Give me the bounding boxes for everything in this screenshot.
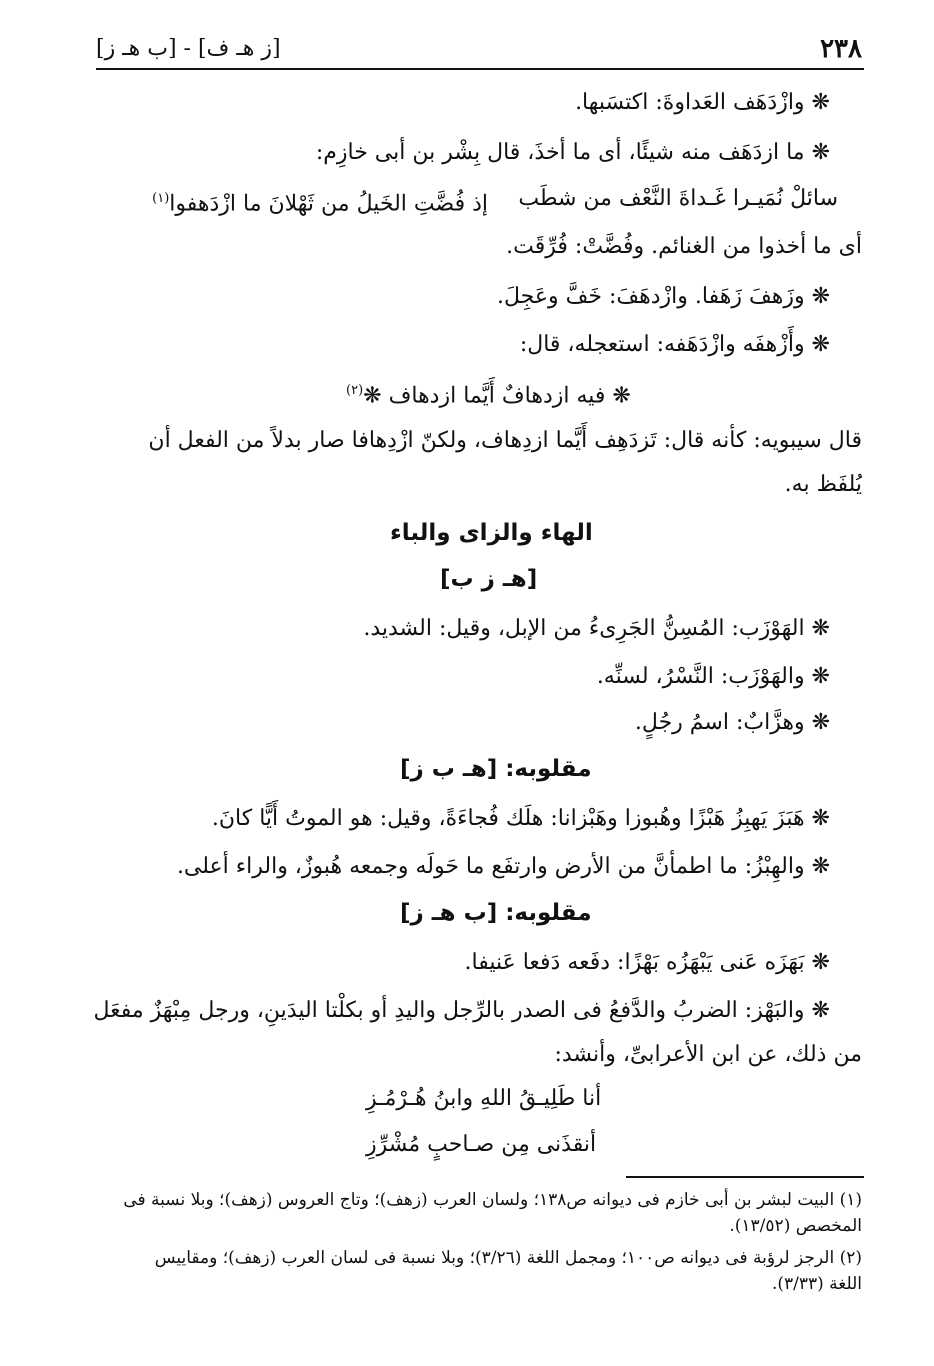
entry-line: ❋ والهِبْزُ: ما اطمأنَّ من الأرض وارتفَع ما حَولَه وجمعه هُبوزٌ، والراء أعلى. (176, 854, 830, 879)
entry-line: ❋ والهَوْزَب: النَّسْرُ، لسنِّه. (596, 664, 830, 689)
inversion-heading: مقلوبه: [هـ ب ز] (400, 756, 592, 782)
entry-line: ❋ وأَزْهفَه وازْدَهَفه: استعجله، قال: (519, 332, 830, 357)
verse-hemistich-right: سائلْ نُمَيـرا غَـداةَ النَّعْف من شطَب (518, 186, 838, 211)
section-title: الهاء والزاى والباء (390, 520, 593, 546)
footnote-line: المخصص (١٣/٥٢). (729, 1216, 862, 1236)
rajaz-line: أنا طَلِيـقُ اللهِ وابنُ هُـرْمُـزِ (366, 1086, 602, 1111)
footnote-line: (٢) الرجز لرؤبة فى ديوانه ص١٠٠؛ ومجمل اللغة (٣/٢٦)؛ وبلا نسبة فى لسان العرب (زهف)؛ ومقاييس (154, 1248, 862, 1268)
running-title: [ز هـ ف] - [ب هـ ز] (96, 36, 281, 61)
entry-line: أى ما أخذوا من الغنائم. وفُضَّتْ: فُرِّقَت. (506, 234, 862, 259)
header-rule (96, 68, 864, 70)
inversion-heading: مقلوبه: [ب هـ ز] (400, 900, 592, 926)
entry-line: ❋ وازْدَهَف العَداوةَ: اكتسَبها. (575, 90, 830, 115)
footnote-rule (626, 1176, 864, 1178)
footnote-ref: (٢) (346, 383, 364, 398)
entry-line: ❋ والبَهْز: الضربُ والدَّفعُ فى الصدر بالرِّجل واليدِ أو بكلْتا اليدَينِ، ورجل مِبْهَزٌ مفعَل (93, 998, 830, 1023)
page-number: ٢٣٨ (820, 34, 862, 64)
root-heading: [هـ ز ب] (440, 566, 538, 592)
footnote-line: اللغة (٣/٣٣). (771, 1274, 862, 1294)
footnote-ref: (١) (152, 191, 170, 206)
entry-line: ❋ هَبَزَ يَهبِزُ هَبْزًا وهُبوزا وهَبْزانا: هلَك فُجاءَةً، وقيل: هو الموتُ أَيًّا كانَ. (211, 806, 830, 831)
entry-line: ❋ ما ازدَهَف منه شيئًا، أى ما أخذَ، قال بِشْر بن أبى خازِم: (315, 140, 830, 165)
entry-line: قال سيبويه: كأنه قال: تَزدَهِف أَيَّما ازدِهاف، ولكنّ ازْدِهافا صار بدلاً من الفعل أن (148, 428, 862, 453)
verse-text: ❋ فيه ازدهافٌ أَيَّما ازدهاف ❋ (363, 383, 631, 409)
entry-line: يُلفَظ به. (784, 472, 862, 497)
entry-line: من ذلك، عن ابن الأعرابىِّ، وأنشد: (554, 1042, 862, 1067)
rajaz-line (346, 376, 631, 411)
verse-text: إذ فُضَّتِ الخَيلُ من ثَهْلانَ ما ازْدَهفوا (169, 191, 488, 217)
rajaz-line: أنقذَنى مِن صـاحبٍ مُشْرِّزِ (366, 1132, 597, 1157)
entry-line: ❋ الهَوْزَب: المُسِنُّ الجَرِىءُ من الإبل، وقيل: الشديد. (363, 616, 830, 641)
entry-line: ❋ وهزَّابٌ: اسمُ رجُلٍ. (634, 710, 830, 735)
entry-line: ❋ بَهَزَه عَنى يَبْهَزُه بَهْزًا: دفَعه دَفعا عَنيفا. (464, 950, 830, 975)
footnote-line: (١) البيت لبشر بن أبى خازم فى ديوانه ص١٣٨؛ ولسان العرب (زهف)؛ وتاج العروس (زهف)؛ وبلا نسبة فى (123, 1190, 862, 1210)
entry-line: ❋ وزَهفَ زَهَفا. وازْدهَفَ: خَفَّ وعَجِلَ. (497, 284, 830, 309)
verse-hemistich-left (152, 184, 488, 219)
